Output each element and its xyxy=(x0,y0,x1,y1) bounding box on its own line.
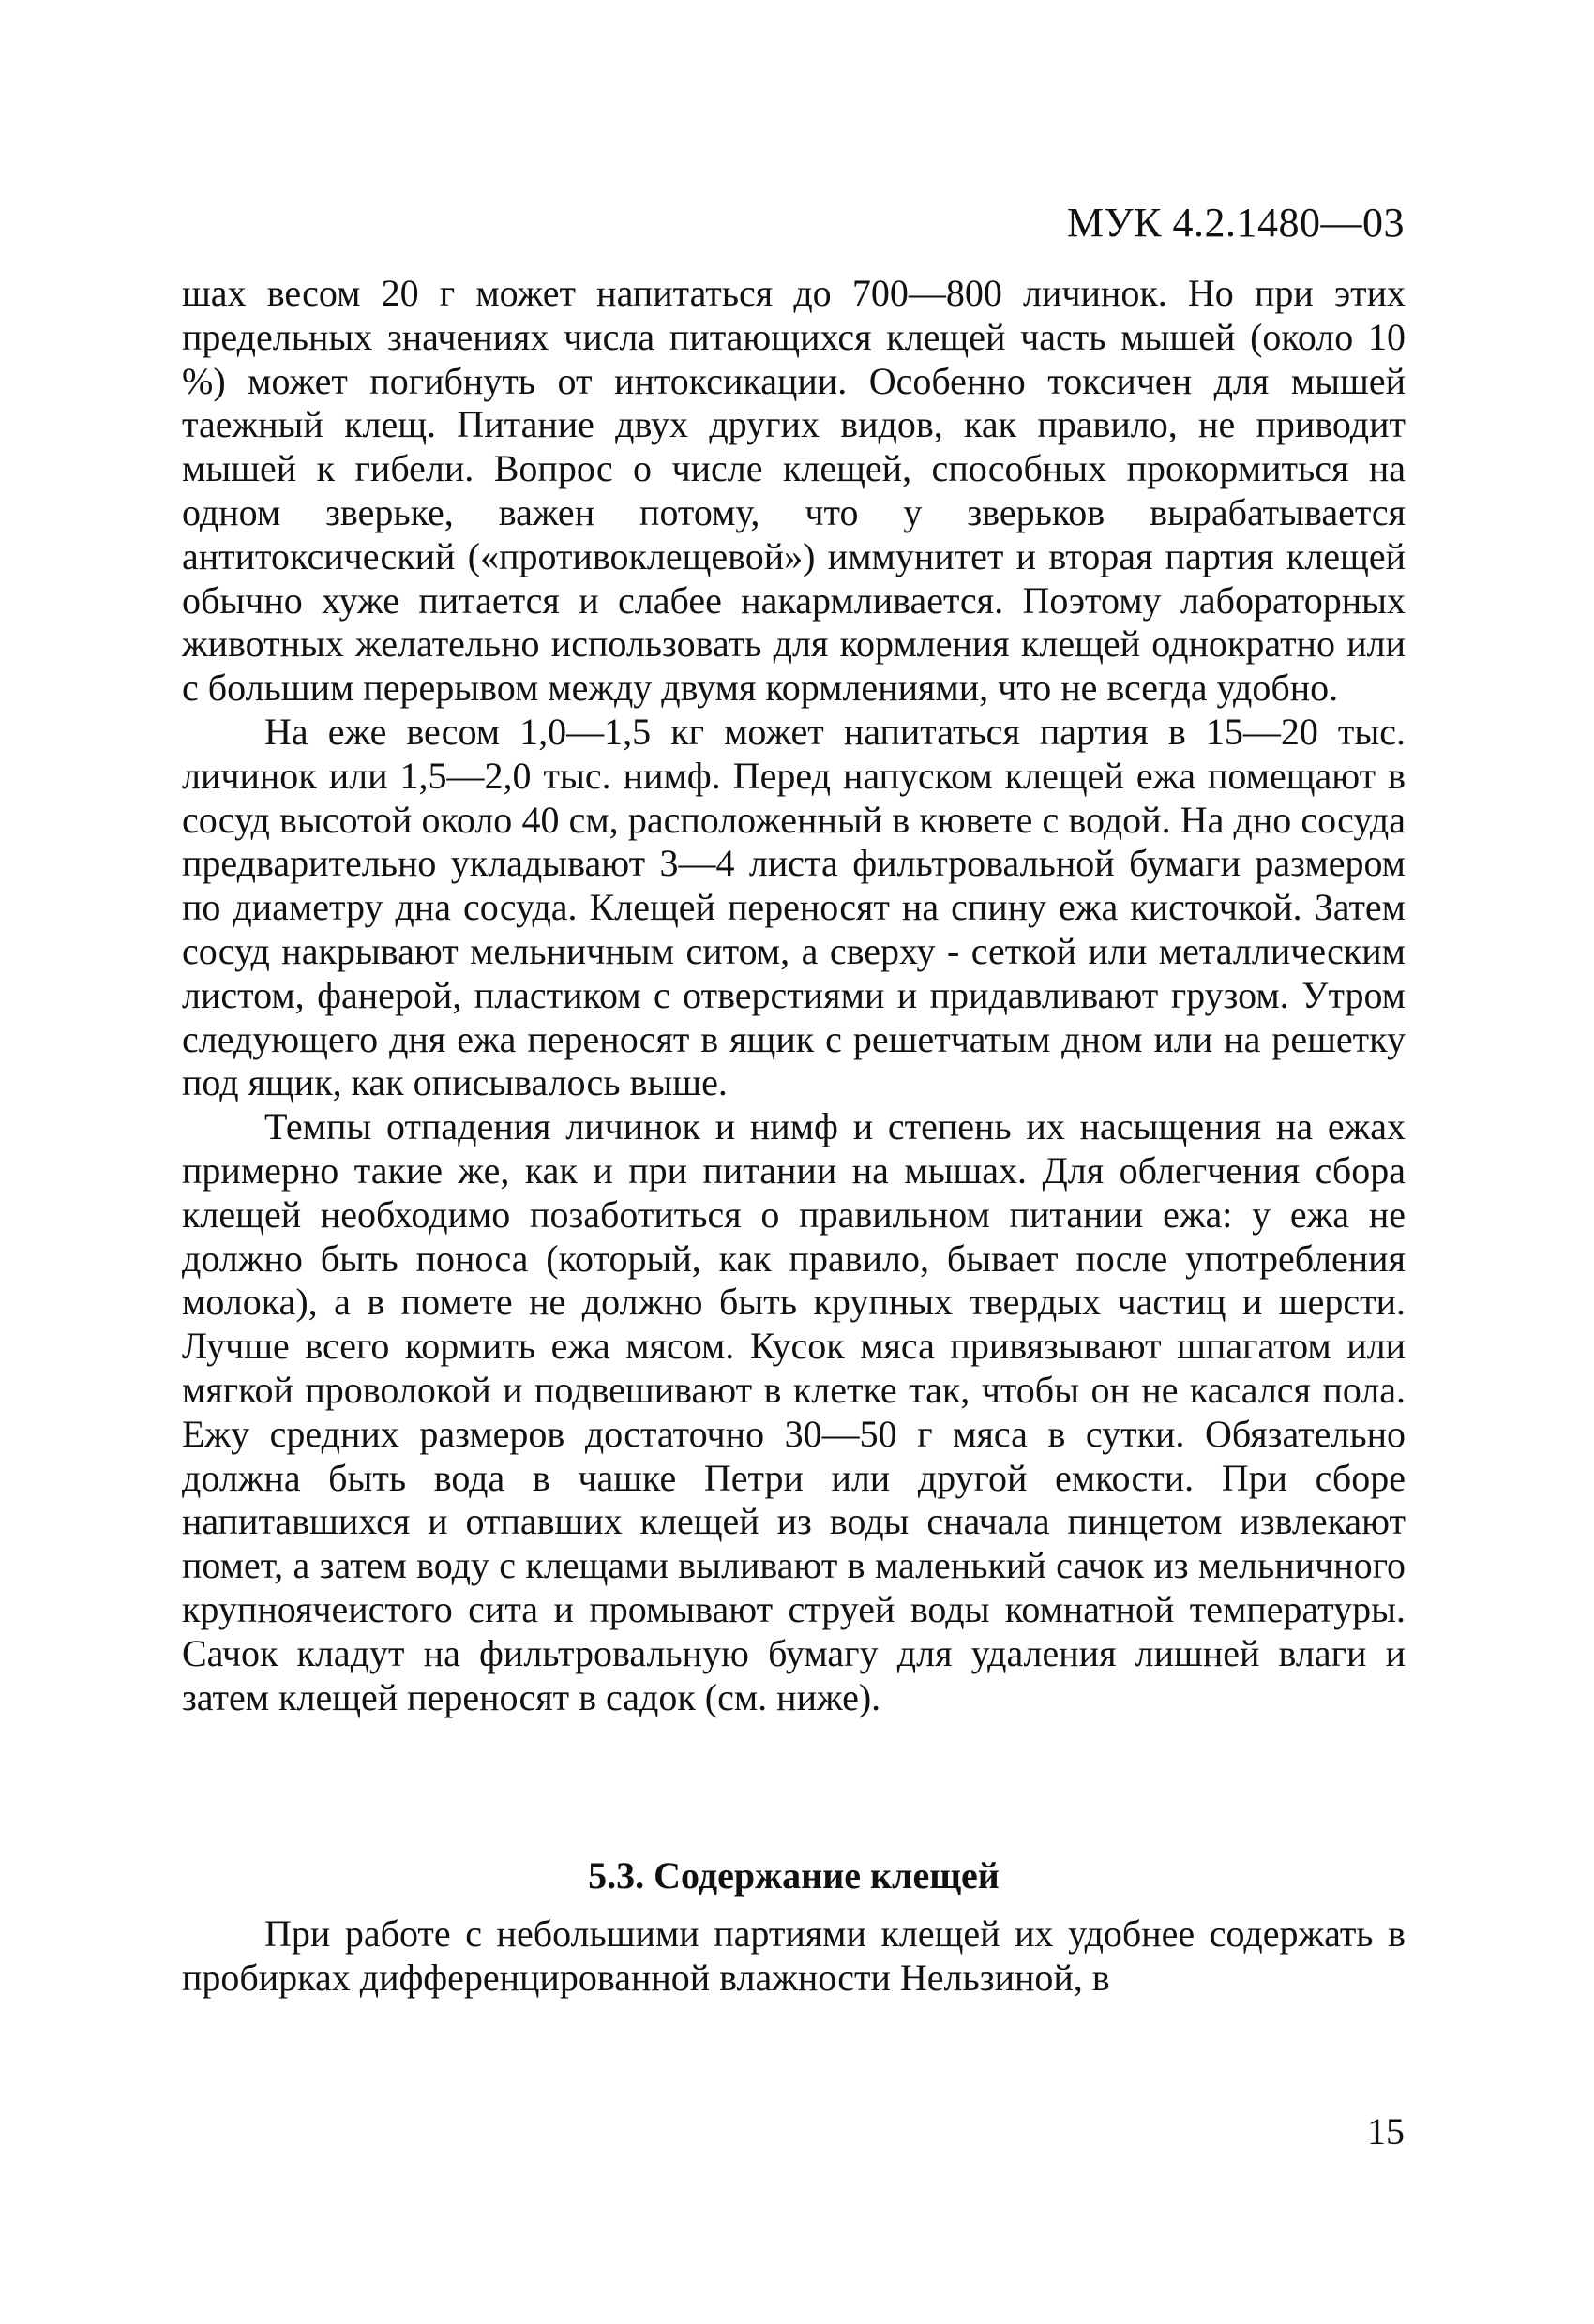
section-paragraph: При работе с небольшими партиями клещей их удобнее содержать в пробирках дифференцированной влажности Нельзиной, в xyxy=(182,1912,1406,1999)
body-text xyxy=(182,272,1406,1719)
paragraph-2: На еже весом 1,0—1,5 кг может напитаться партия в 15—20 тыс. личинок или 1,5—2,0 тыс. нимф. Перед напуском клещей ежа помещают в сосуд высотой около 40 см, расположенный в кювете с водой. На дно сосуда предварительно укладывают 3—4 листа фильтровальной бумаги размером по диаметру дна сосуда. Клещей переносят на спину ежа кисточкой. Затем сосуд накрывают мельничным ситом, а сверху - сеткой или металлическим листом, фанерой, пластиком с отверстиями и придавливают грузом. Утром следующего дня ежа переносят в ящик с решетчатым дном или на решетку под ящик, как описывалось выше. xyxy=(182,710,1406,1104)
page-number: 15 xyxy=(1367,2110,1405,2152)
document-code-header: МУК 4.2.1480—03 xyxy=(1066,200,1405,246)
section-heading: 5.3. Содержание клещей xyxy=(588,1854,1000,1897)
paragraph-3: Темпы отпадения личинок и нимф и степень их насыщения на ежах примерно такие же, как и при питании на мышах. Для облегчения сбора клещей необходимо позаботиться о правильном питании ежа: у ежа не должно быть поноса (который, как правило, бывает после употребления молока), а в помете не должно быть крупных твердых частиц и шерсти. Лучше всего кормить ежа мясом. Кусок мяса привязывают шпагатом или мягкой проволокой и подвешивают в клетке так, чтобы он не касался пола. Ежу средних размеров достаточно 30—50 г мяса в сутки. Обязательно должна быть вода в чашке Петри или другой емкости. При сборе напитавшихся и отпавших клещей из воды сначала пинцетом извлекают помет, а затем воду с клещами выливают в маленький сачок из мельничного крупноячеистого сита и промывают струей воды комнатной температуры. Сачок кладут на фильтровальную бумагу для удаления лишней влаги и затем клещей переносят в садок (см. ниже). xyxy=(182,1105,1406,1718)
paragraph-1: шах весом 20 г может напитаться до 700—800 личинок. Но при этих предельных значениях числа питающихся клещей часть мышей (около 10 %) может погибнуть от интоксикации. Особенно токсичен для мышей таежный клещ. Питание двух других видов, как правило, не приводит мышей к гибели. Вопрос о числе клещей, способных прокормиться на одном зверьке, важен потому, что у зверьков вырабатывается антитоксический («противоклещевой») иммунитет и вторая партия клещей обычно хуже питается и слабее накармливается. Поэтому лабораторных животных желательно использовать для кормления клещей однократно или с большим перерывом между двумя кормлениями, что не всегда удобно. xyxy=(182,272,1406,710)
section-text xyxy=(182,1912,1406,2001)
